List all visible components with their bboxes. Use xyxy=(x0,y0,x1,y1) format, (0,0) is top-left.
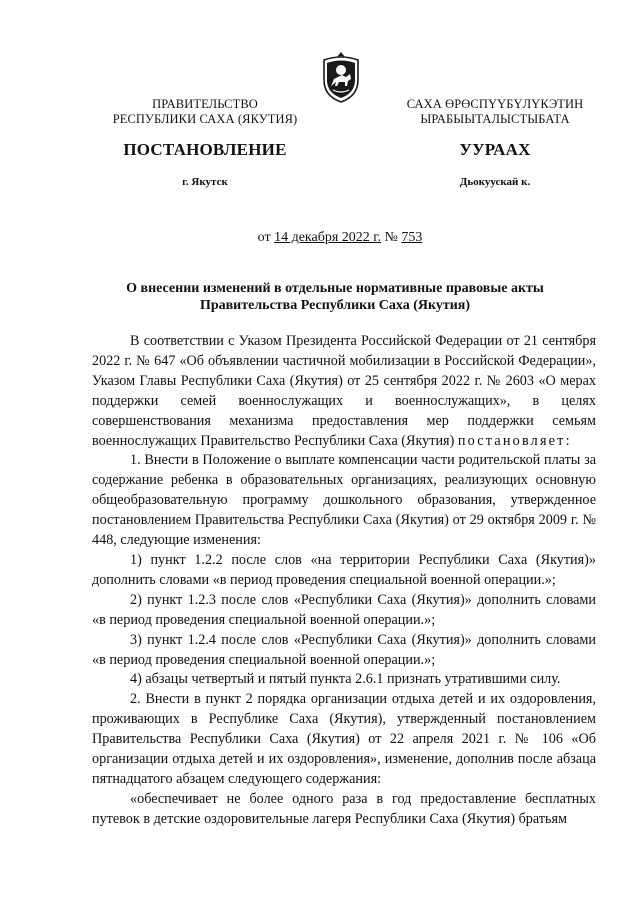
paragraph: 2. Внести в пункт 2 порядка организации отдыха детей и их оздоровления, проживающих в Республике Саха (Якутия), утвержденный постановлением Правительства Республики Саха (Якутия) от 22 апреля 2021 г. № 106 «Об организации отдыха детей и их оздоровления», изменение, дополнив после абзаца пятнадцатого абзацем следующего содержания: xyxy=(92,691,596,787)
title-line1: О внесении изменений в отдельные нормативные правовые акты xyxy=(126,281,544,296)
document-number: 753 xyxy=(401,230,423,245)
paragraph: 1) пункт 1.2.2 после слов «на территории Республики Саха (Якутия)» дополнить словами «в период проведения специальной военной операции.»; xyxy=(92,551,596,588)
org-name-sah-line2: ЫРАБЫЫТАЛЫСТЫБАТА xyxy=(420,112,570,126)
document-body xyxy=(92,332,596,830)
city-sah: Дьокуускай к. xyxy=(459,176,531,188)
city-ru: г. Якутск xyxy=(182,176,228,188)
paragraph: 4) абзацы четвертый и пятый пункта 2.6.1 признать утратившими силу. xyxy=(130,671,561,688)
resolves-word: постановляет: xyxy=(457,432,572,449)
paragraph: «обеспечивает не более одного раза в год предоставление бесплатных путевок в детские оздоровительные лагеря Республики Саха (Якутия) братьям xyxy=(92,790,596,827)
title-line2: Правительства Республики Саха (Якутия) xyxy=(199,298,471,313)
doc-type-sah: УУРААХ xyxy=(459,140,531,159)
header-right-organization xyxy=(390,97,600,127)
intro-text: В соответствии с Указом Президента Российской Федерации от 21 сентября 2022 г. № 647 «Об объявлении частичной мобилизации в Российской Федерации», Указом Главы Республики Саха (Якутия) от 25 сентября 2022 г. № 2603 «О мерах поддержки семей военнослужащих и военнослужащих», в целях совершенствования механизма предоставления мер поддержки семьям военнослужащих Правительство Республики Саха (Якутия) xyxy=(92,333,596,449)
doc-type-ru: ПОСТАНОВЛЕНИЕ xyxy=(123,140,287,159)
paragraph: 2) пункт 1.2.3 после слов «Республики Саха (Якутия)» дополнить словами «в период проведения специальной военной операции.»; xyxy=(92,591,596,628)
org-name-sah-line1: САХА ӨРӨСПҮҮБҮЛҮКЭТИН xyxy=(406,97,584,111)
document-date: 14 декабря 2022 г. xyxy=(274,230,381,245)
paragraph: 1. Внести в Положение о выплате компенсации части родительской платы за содержание ребенка в образовательных организациях, реализующих основную общеобразовательную программу дошкольного образования, утвержденное постановлением Правительства Республики Саха (Якутия) от 29 октября 2009 г. № 448, следующие изменения: xyxy=(92,452,596,549)
number-prefix: № xyxy=(384,230,398,245)
coat-of-arms-icon xyxy=(320,50,362,104)
paragraph: 3) пункт 1.2.4 после слов «Республики Саха (Якутия)» дополнить словами «в период проведения специальной военной операции.»; xyxy=(92,631,596,668)
org-name-ru-line1: ПРАВИТЕЛЬСТВО xyxy=(152,97,258,111)
document-title xyxy=(95,280,575,314)
intro-paragraph xyxy=(92,332,596,451)
org-name-ru-line2: РЕСПУБЛИКИ САХА (ЯКУТИЯ) xyxy=(112,112,298,126)
header-left-organization xyxy=(105,97,305,127)
date-prefix: от xyxy=(257,230,271,245)
date-number-line xyxy=(220,230,460,246)
